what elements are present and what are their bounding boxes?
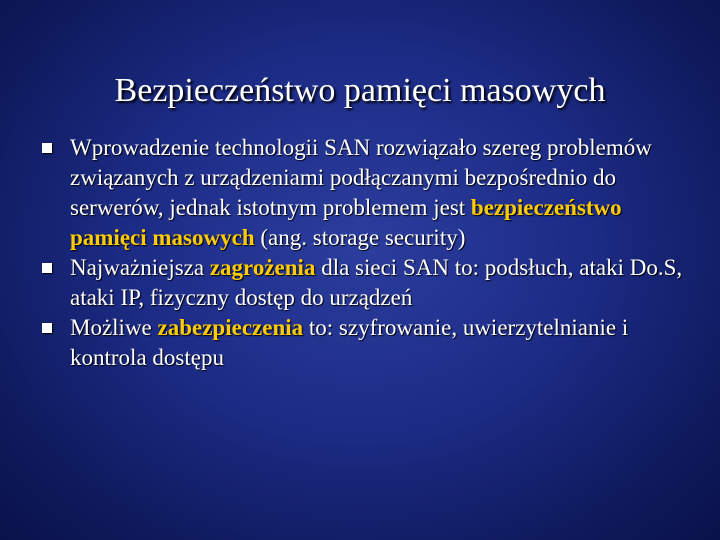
square-bullet-icon bbox=[42, 323, 52, 333]
bullet-highlight: bezpieczeństwo pamięci masowych bbox=[70, 195, 622, 250]
bullet-item-san-intro bbox=[40, 133, 690, 253]
square-bullet-icon bbox=[42, 263, 52, 273]
bullet-text-before: Wprowadzenie technologii SAN rozwiązało szereg problemów związanych z urządzeniami podłączanymi bezpośrednio do serwerów, jednak istotnym problemem jest bbox=[70, 135, 652, 220]
bullet-highlight: zagrożenia bbox=[209, 255, 316, 280]
bullet-text-after: dla sieci SAN to: podsłuch, ataki Do.S, ataki IP, fizyczny dostęp do urządzeń bbox=[70, 255, 683, 310]
bullet-text-before: Możliwe bbox=[70, 315, 158, 340]
slide-title: Bezpieczeństwo pamięci masowych bbox=[114, 71, 606, 109]
bullet-highlight: zabezpieczenia bbox=[157, 315, 304, 340]
bullet-text-after: to: szyfrowanie, uwierzytelnianie i kontrola dostępu bbox=[70, 315, 629, 370]
bullet-item-protections bbox=[40, 313, 690, 373]
bullet-item-threats bbox=[40, 253, 690, 313]
bullet-text-after: (ang. storage security) bbox=[254, 225, 466, 250]
bullet-list bbox=[40, 133, 690, 373]
bullet-text-before: Najważniejsza bbox=[70, 255, 210, 280]
square-bullet-icon bbox=[42, 143, 52, 153]
